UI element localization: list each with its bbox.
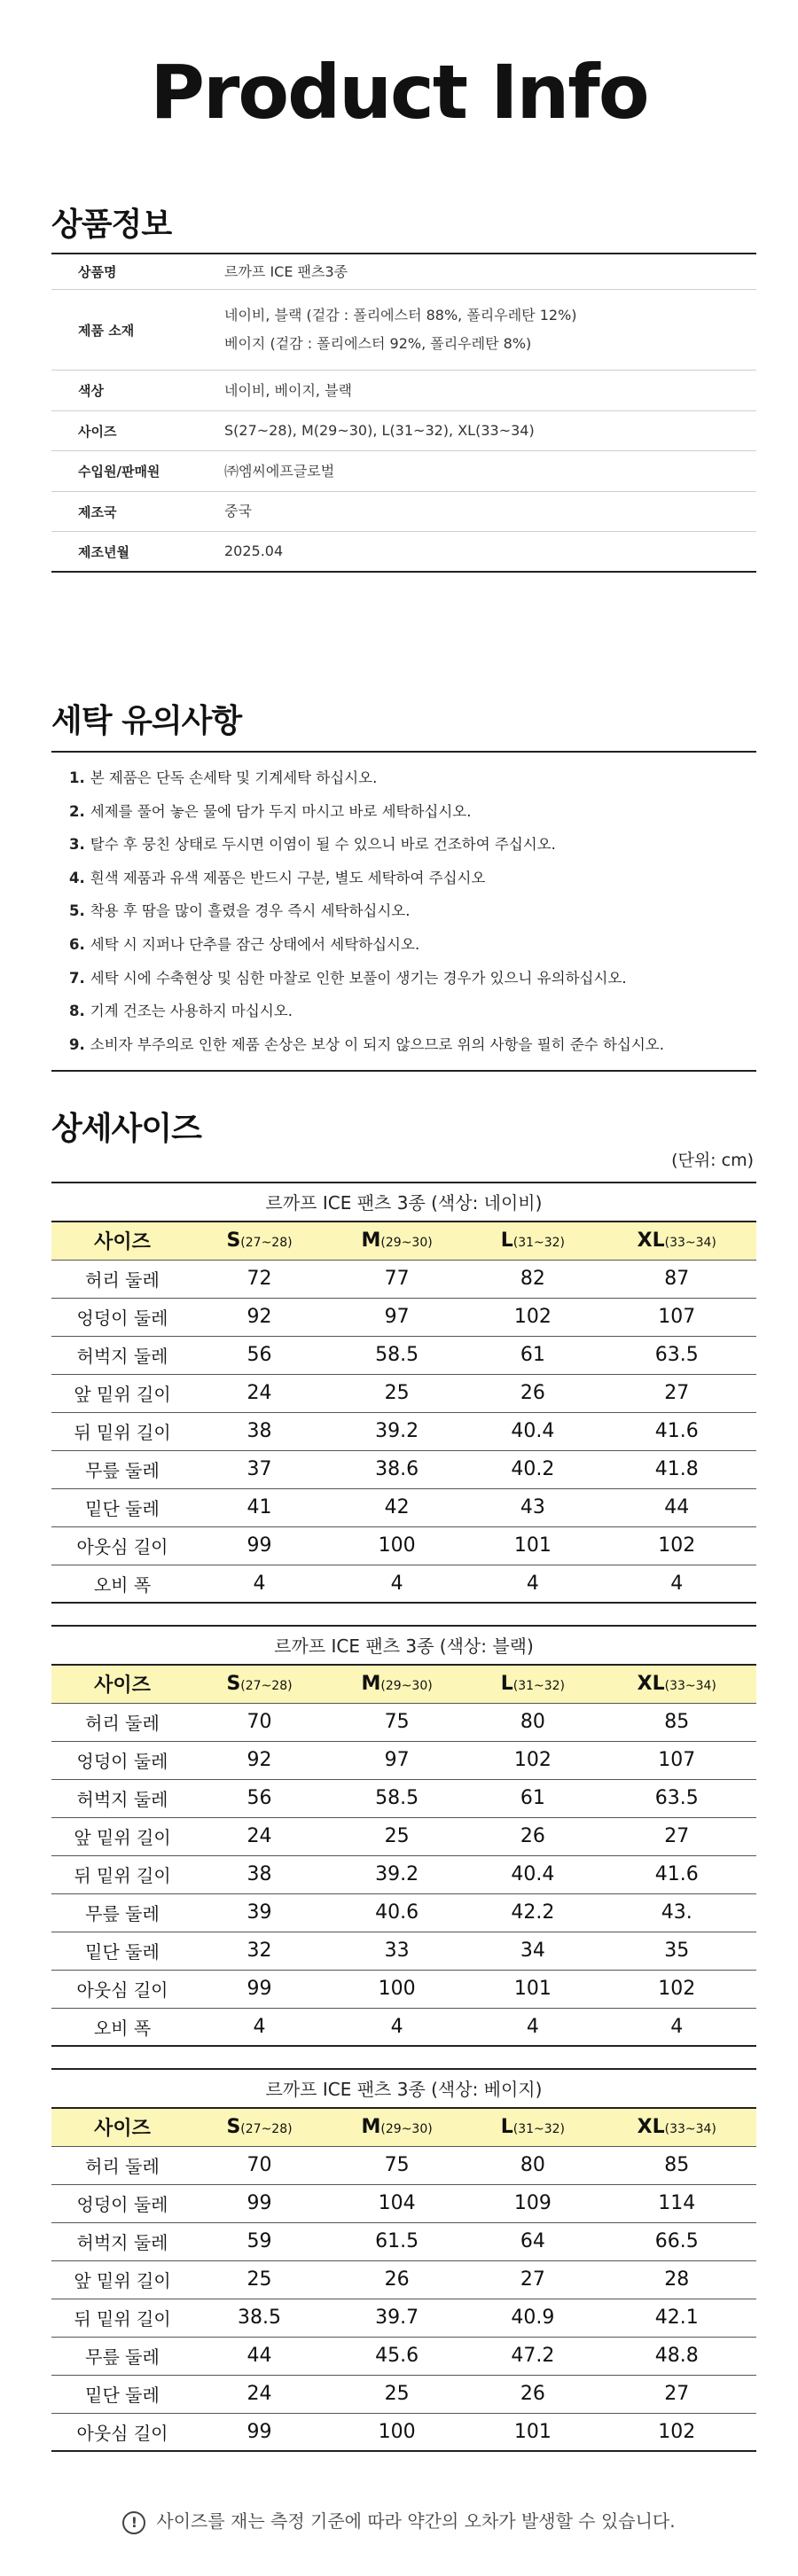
info-value: 중국 [224,503,252,519]
measure-value: 85 [598,1703,756,1741]
measure-value: 40.4 [468,1855,597,1893]
measure-value: 26 [468,1817,597,1855]
size-table [51,2107,756,2452]
care-item-number: 3. [69,836,85,854]
table-row [51,1488,756,1526]
table-row [51,2222,756,2260]
size-header-cell [468,1665,597,1703]
measure-value: 40.6 [325,1893,468,1932]
measure-value: 27 [598,1817,756,1855]
care-item [69,1028,756,1062]
size-table [51,1221,756,1604]
measure-label: 오비 폭 [51,1565,193,1603]
size-header-cell [468,1222,597,1260]
measure-value: 4 [193,2008,325,2046]
measure-value: 102 [468,1741,597,1779]
measure-label: 허벅지 둘레 [51,2222,193,2260]
measure-value: 41.8 [598,1450,756,1488]
measure-value: 109 [468,2184,597,2222]
measure-value: 104 [325,2184,468,2222]
exclamation-circle-icon: ! [122,2511,145,2534]
size-range: (29~30) [380,1236,433,1251]
measure-value: 58.5 [325,1779,468,1817]
measure-label: 뒤 밑위 길이 [51,1412,193,1450]
size-range: (29~30) [380,2122,433,2137]
size-header-row [51,2108,756,2146]
measure-label: 엉덩이 둘레 [51,2184,193,2222]
info-row-importer [51,451,756,492]
size-header-label: 사이즈 [51,2108,193,2146]
measure-label: 엉덩이 둘레 [51,1298,193,1336]
measure-value: 4 [193,1565,325,1603]
care-item-number: 9. [69,1035,85,1053]
measure-label: 허리 둘레 [51,1703,193,1741]
measure-value: 34 [468,1932,597,1970]
measure-value: 97 [325,1741,468,1779]
measure-label: 밑단 둘레 [51,1488,193,1526]
size-table-black [51,1625,756,2047]
measure-value: 75 [325,2146,468,2184]
measure-value: 99 [193,2184,325,2222]
measure-value: 48.8 [598,2337,756,2375]
measure-value: 26 [468,2375,597,2413]
table-row [51,2299,756,2337]
measure-value: 4 [598,1565,756,1603]
measure-value: 80 [468,2146,597,2184]
size-code: L [500,1229,513,1253]
info-value: 2025.04 [224,543,284,559]
size-code: S [226,1229,241,1253]
table-row [51,2146,756,2184]
measure-label: 앞 밑위 길이 [51,2260,193,2299]
measure-value: 102 [598,1526,756,1565]
measure-value: 25 [325,1374,468,1412]
care-item-number: 1. [69,769,85,786]
size-code: XL [637,1229,665,1253]
size-header-label: 사이즈 [51,1665,193,1703]
size-header-label: 사이즈 [51,1222,193,1260]
measure-label: 허리 둘레 [51,2146,193,2184]
measure-value: 33 [325,1932,468,1970]
info-key: 사이즈 [78,423,117,440]
size-header-cell [325,2108,468,2146]
measure-label: 앞 밑위 길이 [51,1817,193,1855]
measure-value: 70 [193,2146,325,2184]
measure-value: 101 [468,1970,597,2008]
measure-value: 72 [193,1260,325,1298]
size-header-cell [193,1665,325,1703]
care-item [69,795,756,829]
size-range: (33~34) [664,2122,716,2137]
info-value [224,301,756,358]
info-row-size [51,411,756,451]
size-notice-text: 사이즈를 재는 측정 기준에 따라 약간의 오차가 발생할 수 있습니다. [156,2510,676,2532]
measure-label: 무릎 둘레 [51,1450,193,1488]
care-item-number: 8. [69,1003,85,1020]
size-range: (33~34) [664,1679,716,1694]
measure-label: 밑단 둘레 [51,2375,193,2413]
measure-value: 39 [193,1893,325,1932]
measure-value: 100 [325,1526,468,1565]
measure-value: 38 [193,1855,325,1893]
care-item-text: 세탁 시에 수축현상 및 심한 마찰로 인한 보풀이 생기는 경우가 있으니 유의하십시오. [90,969,627,987]
measure-value: 99 [193,1526,325,1565]
size-range: (31~32) [512,1679,566,1694]
care-item-text: 흰색 제품과 유색 제품은 반드시 구분, 별도 세탁하여 주십시오 [90,869,486,886]
table-row [51,1526,756,1565]
product-info-heading: 상품정보 [51,207,172,243]
measure-value: 63.5 [598,1336,756,1374]
info-key: 수입원/판매원 [78,464,160,480]
size-range: (31~32) [512,1236,566,1251]
measure-value: 26 [325,2260,468,2299]
size-code: L [500,2116,513,2139]
measure-value: 92 [193,1298,325,1336]
table-row [51,2008,756,2046]
size-range: (27~28) [240,1679,293,1694]
info-row-date [51,532,756,573]
measure-label: 무릎 둘레 [51,1893,193,1932]
size-code: M [361,1229,381,1253]
measure-value: 24 [193,1374,325,1412]
care-heading: 세탁 유의사항 [51,703,242,739]
measure-value: 43. [598,1893,756,1932]
info-key: 제조년월 [78,543,129,560]
measure-label: 허리 둘레 [51,1260,193,1298]
measure-value: 59 [193,2222,325,2260]
table-row [51,1779,756,1817]
measure-value: 38.6 [325,1450,468,1488]
care-item-text: 세제를 풀어 놓은 물에 담가 두지 마시고 바로 세탁하십시오. [90,802,472,820]
measure-value: 40.2 [468,1450,597,1488]
size-table-caption: 르까프 ICE 팬츠 3종 (색상: 블랙) [51,1625,756,1664]
info-row-name [51,254,756,290]
measure-value: 114 [598,2184,756,2222]
size-table [51,1664,756,2047]
measure-value: 24 [193,2375,325,2413]
table-row [51,1374,756,1412]
measure-value: 43 [468,1488,597,1526]
size-heading: 상세사이즈 [51,1111,201,1147]
measure-label: 허벅지 둘레 [51,1336,193,1374]
measure-label: 뒤 밑위 길이 [51,2299,193,2337]
measure-label: 무릎 둘레 [51,2337,193,2375]
measure-value: 44 [598,1488,756,1526]
care-item [69,995,756,1028]
size-table-caption: 르까프 ICE 팬츠 3종 (색상: 베이지) [51,2068,756,2107]
size-code: L [500,1673,513,1696]
measure-value: 63.5 [598,1779,756,1817]
measure-value: 4 [325,1565,468,1603]
size-code: XL [637,2116,665,2139]
info-value: ㈜엠씨에프글로벌 [224,462,335,480]
table-row [51,1932,756,1970]
measure-value: 70 [193,1703,325,1741]
info-value: S(27~28), M(29~30), L(31~32), XL(33~34) [224,422,535,439]
measure-value: 87 [598,1260,756,1298]
size-header-cell [598,2108,756,2146]
measure-value: 4 [598,2008,756,2046]
unit-label: (단위: cm) [671,1151,754,1170]
measure-label: 밑단 둘레 [51,1932,193,1970]
size-code: S [226,1673,241,1696]
measure-value: 107 [598,1298,756,1336]
measure-value: 24 [193,1817,325,1855]
table-row [51,1817,756,1855]
table-row [51,1970,756,2008]
measure-value: 82 [468,1260,597,1298]
measure-value: 101 [468,1526,597,1565]
info-value: 네이비, 베이지, 블랙 [224,381,352,399]
table-row [51,2260,756,2299]
care-item-text: 탈수 후 뭉친 상태로 두시면 이염이 될 수 있으니 바로 건조하여 주십시오. [90,836,556,854]
care-item-text: 기계 건조는 사용하지 마십시오. [90,1003,293,1020]
measure-value: 100 [325,2413,468,2451]
measure-value: 102 [598,2413,756,2451]
info-row-color [51,371,756,411]
measure-value: 92 [193,1741,325,1779]
measure-value: 107 [598,1741,756,1779]
care-list [51,751,756,1072]
measure-value: 37 [193,1450,325,1488]
measure-value: 26 [468,1374,597,1412]
measure-value: 64 [468,2222,597,2260]
care-item-text: 소비자 부주의로 인한 제품 손상은 보상 이 되지 않으므로 위의 사항을 필히 준수 하십시오. [90,1035,664,1053]
measure-value: 41.6 [598,1412,756,1450]
measure-value: 4 [468,2008,597,2046]
table-row [51,1260,756,1298]
measure-value: 100 [325,1970,468,2008]
measure-value: 58.5 [325,1336,468,1374]
care-item [69,928,756,962]
table-row [51,1703,756,1741]
measure-value: 4 [468,1565,597,1603]
care-item [69,894,756,928]
measure-value: 44 [193,2337,325,2375]
measure-label: 아웃심 길이 [51,2413,193,2451]
measure-value: 25 [325,1817,468,1855]
measure-value: 27 [468,2260,597,2299]
info-value: 르까프 ICE 팬츠3종 [224,262,348,280]
measure-value: 61 [468,1336,597,1374]
measure-value: 85 [598,2146,756,2184]
product-info-table [51,253,756,573]
page-title: Product Info [150,49,648,136]
care-item-number: 2. [69,802,85,820]
care-item [69,862,756,895]
measure-value: 41.6 [598,1855,756,1893]
size-header-cell [598,1222,756,1260]
measure-value: 61 [468,1779,597,1817]
table-row [51,1741,756,1779]
size-header-cell [325,1665,468,1703]
table-row [51,2184,756,2222]
measure-value: 56 [193,1779,325,1817]
measure-value: 56 [193,1336,325,1374]
measure-label: 뒤 밑위 길이 [51,1855,193,1893]
care-item-number: 4. [69,869,85,886]
care-item-text: 본 제품은 단독 손세탁 및 기계세탁 하십시오. [90,769,378,786]
measure-value: 42.1 [598,2299,756,2337]
measure-value: 4 [325,2008,468,2046]
measure-value: 27 [598,1374,756,1412]
size-notice [0,2507,798,2534]
size-range: (33~34) [664,1236,716,1251]
measure-value: 66.5 [598,2222,756,2260]
measure-label: 아웃심 길이 [51,1526,193,1565]
measure-value: 80 [468,1703,597,1741]
measure-value: 99 [193,2413,325,2451]
measure-label: 허벅지 둘레 [51,1779,193,1817]
info-value-line: 베이지 (겉감 : 폴리에스터 92%, 폴리우레탄 8%) [224,335,532,352]
measure-value: 40.4 [468,1412,597,1450]
measure-value: 75 [325,1703,468,1741]
size-header-cell [325,1222,468,1260]
size-range: (31~32) [512,2122,566,2137]
info-key: 제품 소재 [78,322,135,339]
care-item [69,962,756,995]
measure-value: 42 [325,1488,468,1526]
care-item-text: 착용 후 땀을 많이 흘렸을 경우 즉시 세탁하십시오. [90,902,411,920]
table-row [51,1412,756,1450]
info-row-material [51,290,756,371]
size-table-caption: 르까프 ICE 팬츠 3종 (색상: 네이비) [51,1182,756,1221]
care-item [69,761,756,795]
measure-value: 47.2 [468,2337,597,2375]
table-row [51,1855,756,1893]
info-key: 제조국 [78,503,117,520]
size-header-row [51,1665,756,1703]
size-header-cell [468,2108,597,2146]
table-row [51,2337,756,2375]
measure-value: 99 [193,1970,325,2008]
size-range: (27~28) [240,1236,293,1251]
table-row [51,1893,756,1932]
info-value-line: 네이비, 블랙 (겉감 : 폴리에스터 88%, 폴리우레탄 12%) [224,307,577,324]
size-range: (27~28) [240,2122,293,2137]
size-code: XL [637,1673,665,1696]
size-code: M [361,1673,381,1696]
info-row-origin [51,492,756,532]
measure-label: 앞 밑위 길이 [51,1374,193,1412]
size-header-row [51,1222,756,1260]
size-header-cell [193,2108,325,2146]
size-table-beige [51,2068,756,2452]
measure-value: 61.5 [325,2222,468,2260]
measure-value: 27 [598,2375,756,2413]
measure-value: 39.2 [325,1412,468,1450]
measure-value: 32 [193,1932,325,1970]
measure-value: 41 [193,1488,325,1526]
measure-label: 오비 폭 [51,2008,193,2046]
info-key: 상품명 [78,264,117,280]
measure-value: 35 [598,1932,756,1970]
care-item [69,828,756,862]
care-item-number: 7. [69,969,85,987]
measure-value: 102 [468,1298,597,1336]
measure-value: 40.9 [468,2299,597,2337]
measure-value: 28 [598,2260,756,2299]
care-item-text: 세탁 시 지퍼나 단추를 잠근 상태에서 세탁하십시오. [90,935,420,953]
measure-value: 101 [468,2413,597,2451]
size-range: (29~30) [380,1679,433,1694]
table-row [51,1298,756,1336]
measure-value: 97 [325,1298,468,1336]
care-item-number: 6. [69,935,85,953]
measure-label: 아웃심 길이 [51,1970,193,2008]
size-code: M [361,2116,381,2139]
size-table-navy [51,1182,756,1604]
info-key: 색상 [78,383,104,399]
care-item-number: 5. [69,902,85,920]
measure-value: 42.2 [468,1893,597,1932]
table-row [51,1450,756,1488]
size-code: S [226,2116,241,2139]
measure-label: 엉덩이 둘레 [51,1741,193,1779]
table-row [51,1565,756,1603]
measure-value: 102 [598,1970,756,2008]
measure-value: 45.6 [325,2337,468,2375]
table-row [51,1336,756,1374]
measure-value: 39.7 [325,2299,468,2337]
measure-value: 39.2 [325,1855,468,1893]
measure-value: 25 [325,2375,468,2413]
size-header-cell [193,1222,325,1260]
measure-value: 38 [193,1412,325,1450]
table-row [51,2413,756,2451]
measure-value: 25 [193,2260,325,2299]
measure-value: 38.5 [193,2299,325,2337]
size-header-cell [598,1665,756,1703]
measure-value: 77 [325,1260,468,1298]
table-row [51,2375,756,2413]
